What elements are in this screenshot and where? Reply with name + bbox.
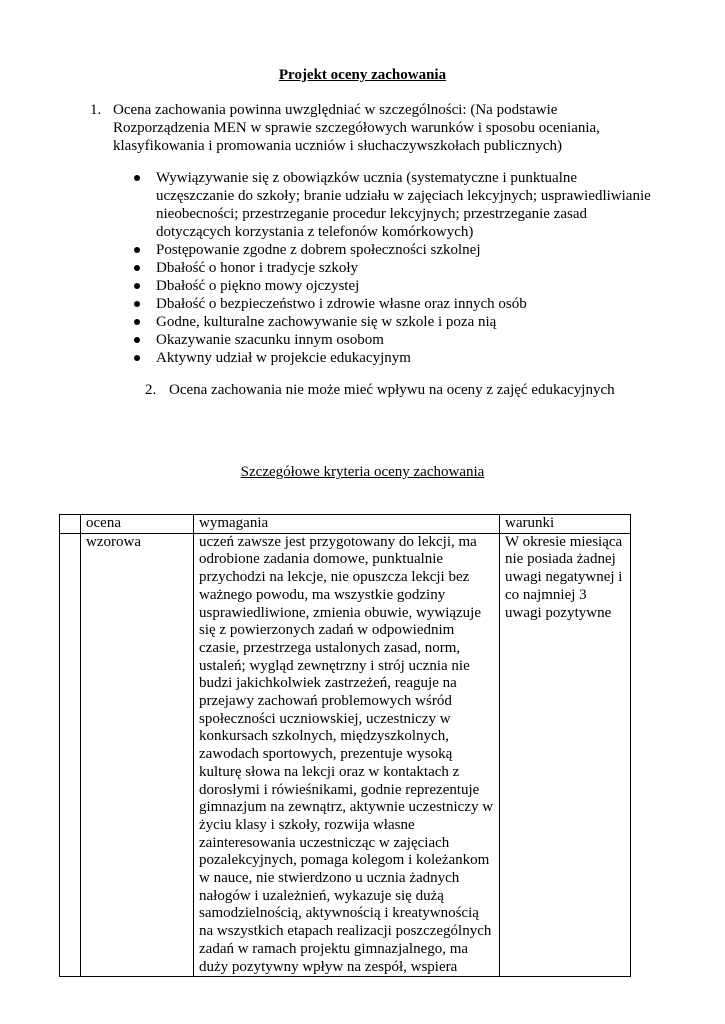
header-cell-ocena: ocena bbox=[81, 515, 194, 534]
bullet-icon bbox=[134, 265, 140, 271]
bullet-icon bbox=[134, 319, 140, 325]
header-cell-wymagania: wymagania bbox=[194, 515, 500, 534]
cell-warunki: W okresie miesiąca nie posiada żadnej uwagi negatywnej i co najmniej 3 uwagi pozytywne bbox=[500, 533, 631, 977]
item-text: Ocena zachowania powinna uwzględniać w szczególności: (Na podstawie Rozporządzenia MEN w sprawie szczegółowych warunków i sposobu oceniania, klasyfikowania i promowania uczniów i słuchaczywszkołach publicznych) bbox=[113, 102, 600, 154]
table-header-row bbox=[60, 515, 631, 534]
bullet-item: Postępowanie zgodne z dobrem społeczności szkolnej bbox=[132, 241, 657, 259]
bullet-item: Dbałość o piękno mowy ojczystej bbox=[132, 277, 657, 295]
numbered-item-1 bbox=[90, 101, 650, 155]
bullet-icon bbox=[134, 283, 140, 289]
bullet-item: Godne, kulturalne zachowywanie się w szkole i poza nią bbox=[132, 313, 657, 331]
bullet-icon bbox=[134, 355, 140, 361]
bullet-icon bbox=[134, 175, 140, 181]
bullet-item: Okazywanie szacunku innym osobom bbox=[132, 331, 657, 349]
bullet-item: Dbałość o bezpieczeństwo i zdrowie własne oraz innych osób bbox=[132, 295, 657, 313]
numbered-item-2 bbox=[145, 381, 665, 399]
bullet-item: Wywiązywanie się z obowiązków ucznia (systematyczne i punktualne uczęszczanie do szkoły; branie udziału w zajęciach lekcyjnych; usprawiedliwianie nieobecności; przestrzeganie procedur lekcyjnych; przestrzeganie zasad dotyczących korzystania z telefonów komórkowych) bbox=[132, 169, 657, 241]
header-cell-index bbox=[60, 515, 81, 534]
criteria-table bbox=[59, 514, 631, 977]
cell-index bbox=[60, 533, 81, 977]
bullet-item: Dbałość o honor i tradycje szkoły bbox=[132, 259, 657, 277]
document-title: Projekt oceny zachowania bbox=[278, 67, 447, 83]
item-number: 1. bbox=[90, 102, 102, 118]
bullet-item: Aktywny udział w projekcie edukacyjnym bbox=[132, 349, 657, 367]
bullet-icon bbox=[134, 337, 140, 343]
bullet-icon bbox=[134, 247, 140, 253]
criteria-bullet-list bbox=[132, 169, 657, 367]
item-number: 2. bbox=[145, 382, 157, 398]
cell-wymagania: uczeń zawsze jest przygotowany do lekcji, ma odrobione zadania domowe, punktualnie przychodzi na lekcje, nie opuszcza lekcji bez ważnego powodu, ma wszystkie godziny usprawiedliwione, zmienia obuwie, wywiązuje się z powierzonych zadań w odpowiednim czasie, przestrzega ustalonych zasad, norm, ustaleń; wygląd zewnętrzny i strój ucznia nie budzi jakichkolwiek zastrzeżeń, reaguje na przejawy zachowań problemowych wśród społeczności uczniowskiej, uczestniczy w konkursach szkolnych, międzyszkolnych, zawodach sportowych, prezentuje wysoką kulturę słowa na lekcji oraz w kontaktach z dorosłymi i rówieśnikami, godnie reprezentuje gimnazjum na zewnątrz, aktywnie uczestniczy w życiu klasy i szkoły, rozwija własne zainteresowania uczestnicząc w zajęciach pozalekcyjnych, pomaga kolegom i koleżankom w nauce, nie stwierdzono u ucznia żadnych nałogów i uzależnień, wykazuje się dużą samodzielnością, aktywnością i kreatywnością na wszystkich etapach realizacji poszczególnych zadań w ramach projektu gimnazjalnego, ma duży pozytywny wpływ na zespół, wspiera bbox=[194, 533, 500, 977]
table-row bbox=[60, 533, 631, 977]
cell-ocena: wzorowa bbox=[81, 533, 194, 977]
header-cell-warunki: warunki bbox=[500, 515, 631, 534]
bullet-icon bbox=[134, 301, 140, 307]
section-subtitle: Szczegółowe kryteria oceny zachowania bbox=[240, 464, 485, 480]
item-text: Ocena zachowania nie może mieć wpływu na oceny z zajęć edukacyjnych bbox=[169, 382, 615, 398]
